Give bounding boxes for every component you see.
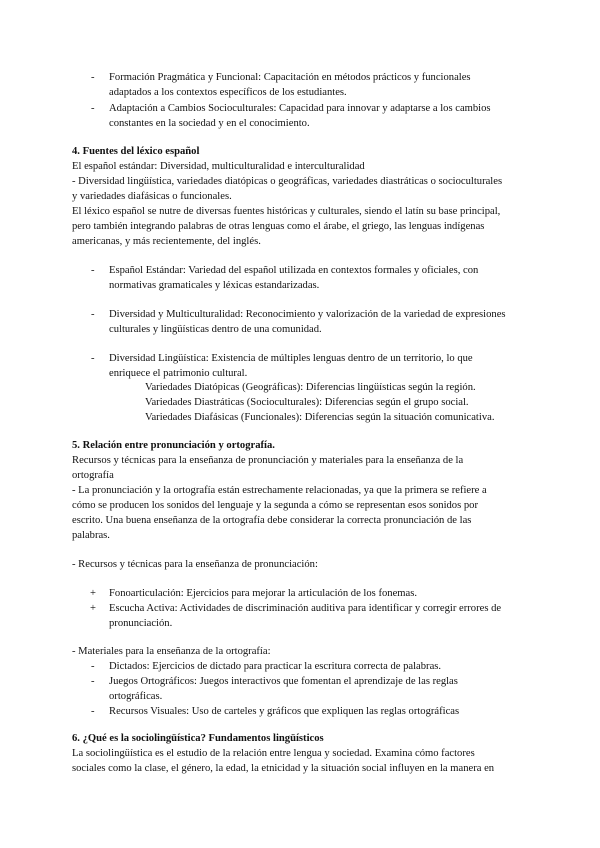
paragraph-line: El español estándar: Diversidad, multiculturalidad e interculturalidad — [72, 161, 365, 172]
bullet-marker: - — [91, 353, 95, 364]
bullet-marker: - — [91, 706, 95, 717]
paragraph-line: americanas, y más recientemente, del inglés. — [72, 236, 261, 247]
paragraph-line: Recursos y técnicas para la enseñanza de pronunciación y materiales para la enseñanza de la — [72, 455, 464, 466]
sub-list-item: Variedades Diatópicas (Geográficas): Diferencias lingüísticas según la región. — [145, 382, 476, 393]
list-item-line: enriquece el patrimonio cultural. — [109, 368, 248, 379]
bullet-marker: - — [91, 103, 95, 114]
paragraph-line: - La pronunciación y la ortografía están estrechamente relacionadas, ya que la primera se refiere a — [72, 485, 487, 496]
section-heading-5: 5. Relación entre pronunciación y ortografía. — [72, 440, 275, 451]
list-item-line: constantes en la sociedad y en el conocimiento. — [109, 118, 310, 129]
paragraph-line: escrito. Una buena enseñanza de la ortografía debe considerar la correcta pronunciación de las — [72, 515, 472, 526]
list-item-line: pronunciación. — [109, 618, 173, 629]
list-item-line: ortográficas. — [109, 691, 163, 702]
list-item-line: Diversidad y Multiculturalidad: Reconocimiento y valorización de la variedad de expresiones — [109, 309, 506, 320]
paragraph-line: - Diversidad lingüística, variedades diatópicas o geográficas, variedades diastráticas o socioculturales — [72, 176, 503, 187]
bullet-marker: - — [91, 676, 95, 687]
sub-list-item: Variedades Diastráticas (Socioculturales): Diferencias según el grupo social. — [145, 397, 469, 408]
bullet-marker: + — [90, 603, 96, 614]
paragraph-line: y variedades diafásicas o funcionales. — [72, 191, 232, 202]
bullet-marker: + — [90, 588, 96, 599]
list-item-line: Recursos Visuales: Uso de carteles y gráficos que expliquen las reglas ortográficas — [109, 706, 460, 717]
paragraph-line: pero también integrando palabras de otras lenguas como el árabe, el griego, las lenguas indígenas — [72, 221, 485, 232]
list-item-line: adaptados a los contextos específicos de los estudiantes. — [109, 87, 347, 98]
list-item-line: culturales y lingüísticas dentro de una comunidad. — [109, 324, 322, 335]
list-item-line: Escucha Activa: Actividades de discriminación auditiva para identificar y corregir errores de — [109, 603, 502, 614]
paragraph-line: ortografía — [72, 470, 114, 481]
section-heading-6: 6. ¿Qué es la sociolingüística? Fundamentos lingüísticos — [72, 733, 324, 744]
bullet-marker: - — [91, 661, 95, 672]
list-item-line: Dictados: Ejercicios de dictado para practicar la escritura correcta de palabras. — [109, 661, 442, 672]
bullet-marker: - — [91, 265, 95, 276]
paragraph-line: La sociolingüística es el estudio de la relación entre lengua y sociedad. Examina cómo factores — [72, 748, 475, 759]
sub-list-item: Variedades Diafásicas (Funcionales): Diferencias según la situación comunicativa. — [145, 412, 495, 423]
bullet-marker: - — [91, 309, 95, 320]
paragraph-line: El léxico español se nutre de diversas fuentes históricas y culturales, siendo el latín su base principal, — [72, 206, 501, 217]
paragraph-line: cómo se producen los sonidos del lenguaje y la segunda a cómo se representan esos sonidos por — [72, 500, 478, 511]
materials-label: - Materiales para la enseñanza de la ortografía: — [72, 646, 271, 657]
list-item-line: Juegos Ortográficos: Juegos interactivos que fomentan el aprendizaje de las reglas — [109, 676, 458, 687]
bullet-marker: - — [91, 72, 95, 83]
list-item-line: Español Estándar: Variedad del español utilizada en contextos formales y oficiales, con — [109, 265, 479, 276]
list-item-line: Fonoarticulación: Ejercicios para mejorar la articulación de los fonemas. — [109, 588, 417, 599]
paragraph-line: palabras. — [72, 530, 110, 541]
list-item-line: normativas gramaticales y léxicas estandarizadas. — [109, 280, 320, 291]
resources-label: - Recursos y técnicas para la enseñanza de pronunciación: — [72, 559, 318, 570]
paragraph-line: sociales como la clase, el género, la edad, la etnicidad y la situación social influyen en la manera en — [72, 763, 495, 774]
list-item-line: Adaptación a Cambios Socioculturales: Capacidad para innovar y adaptarse a los cambios — [109, 103, 491, 114]
section-heading-4: 4. Fuentes del léxico español — [72, 146, 200, 157]
list-item-line: Formación Pragmática y Funcional: Capacitación en métodos prácticos y funcionales — [109, 72, 471, 83]
list-item-line: Diversidad Lingüística: Existencia de múltiples lenguas dentro de un territorio, lo que — [109, 353, 473, 364]
